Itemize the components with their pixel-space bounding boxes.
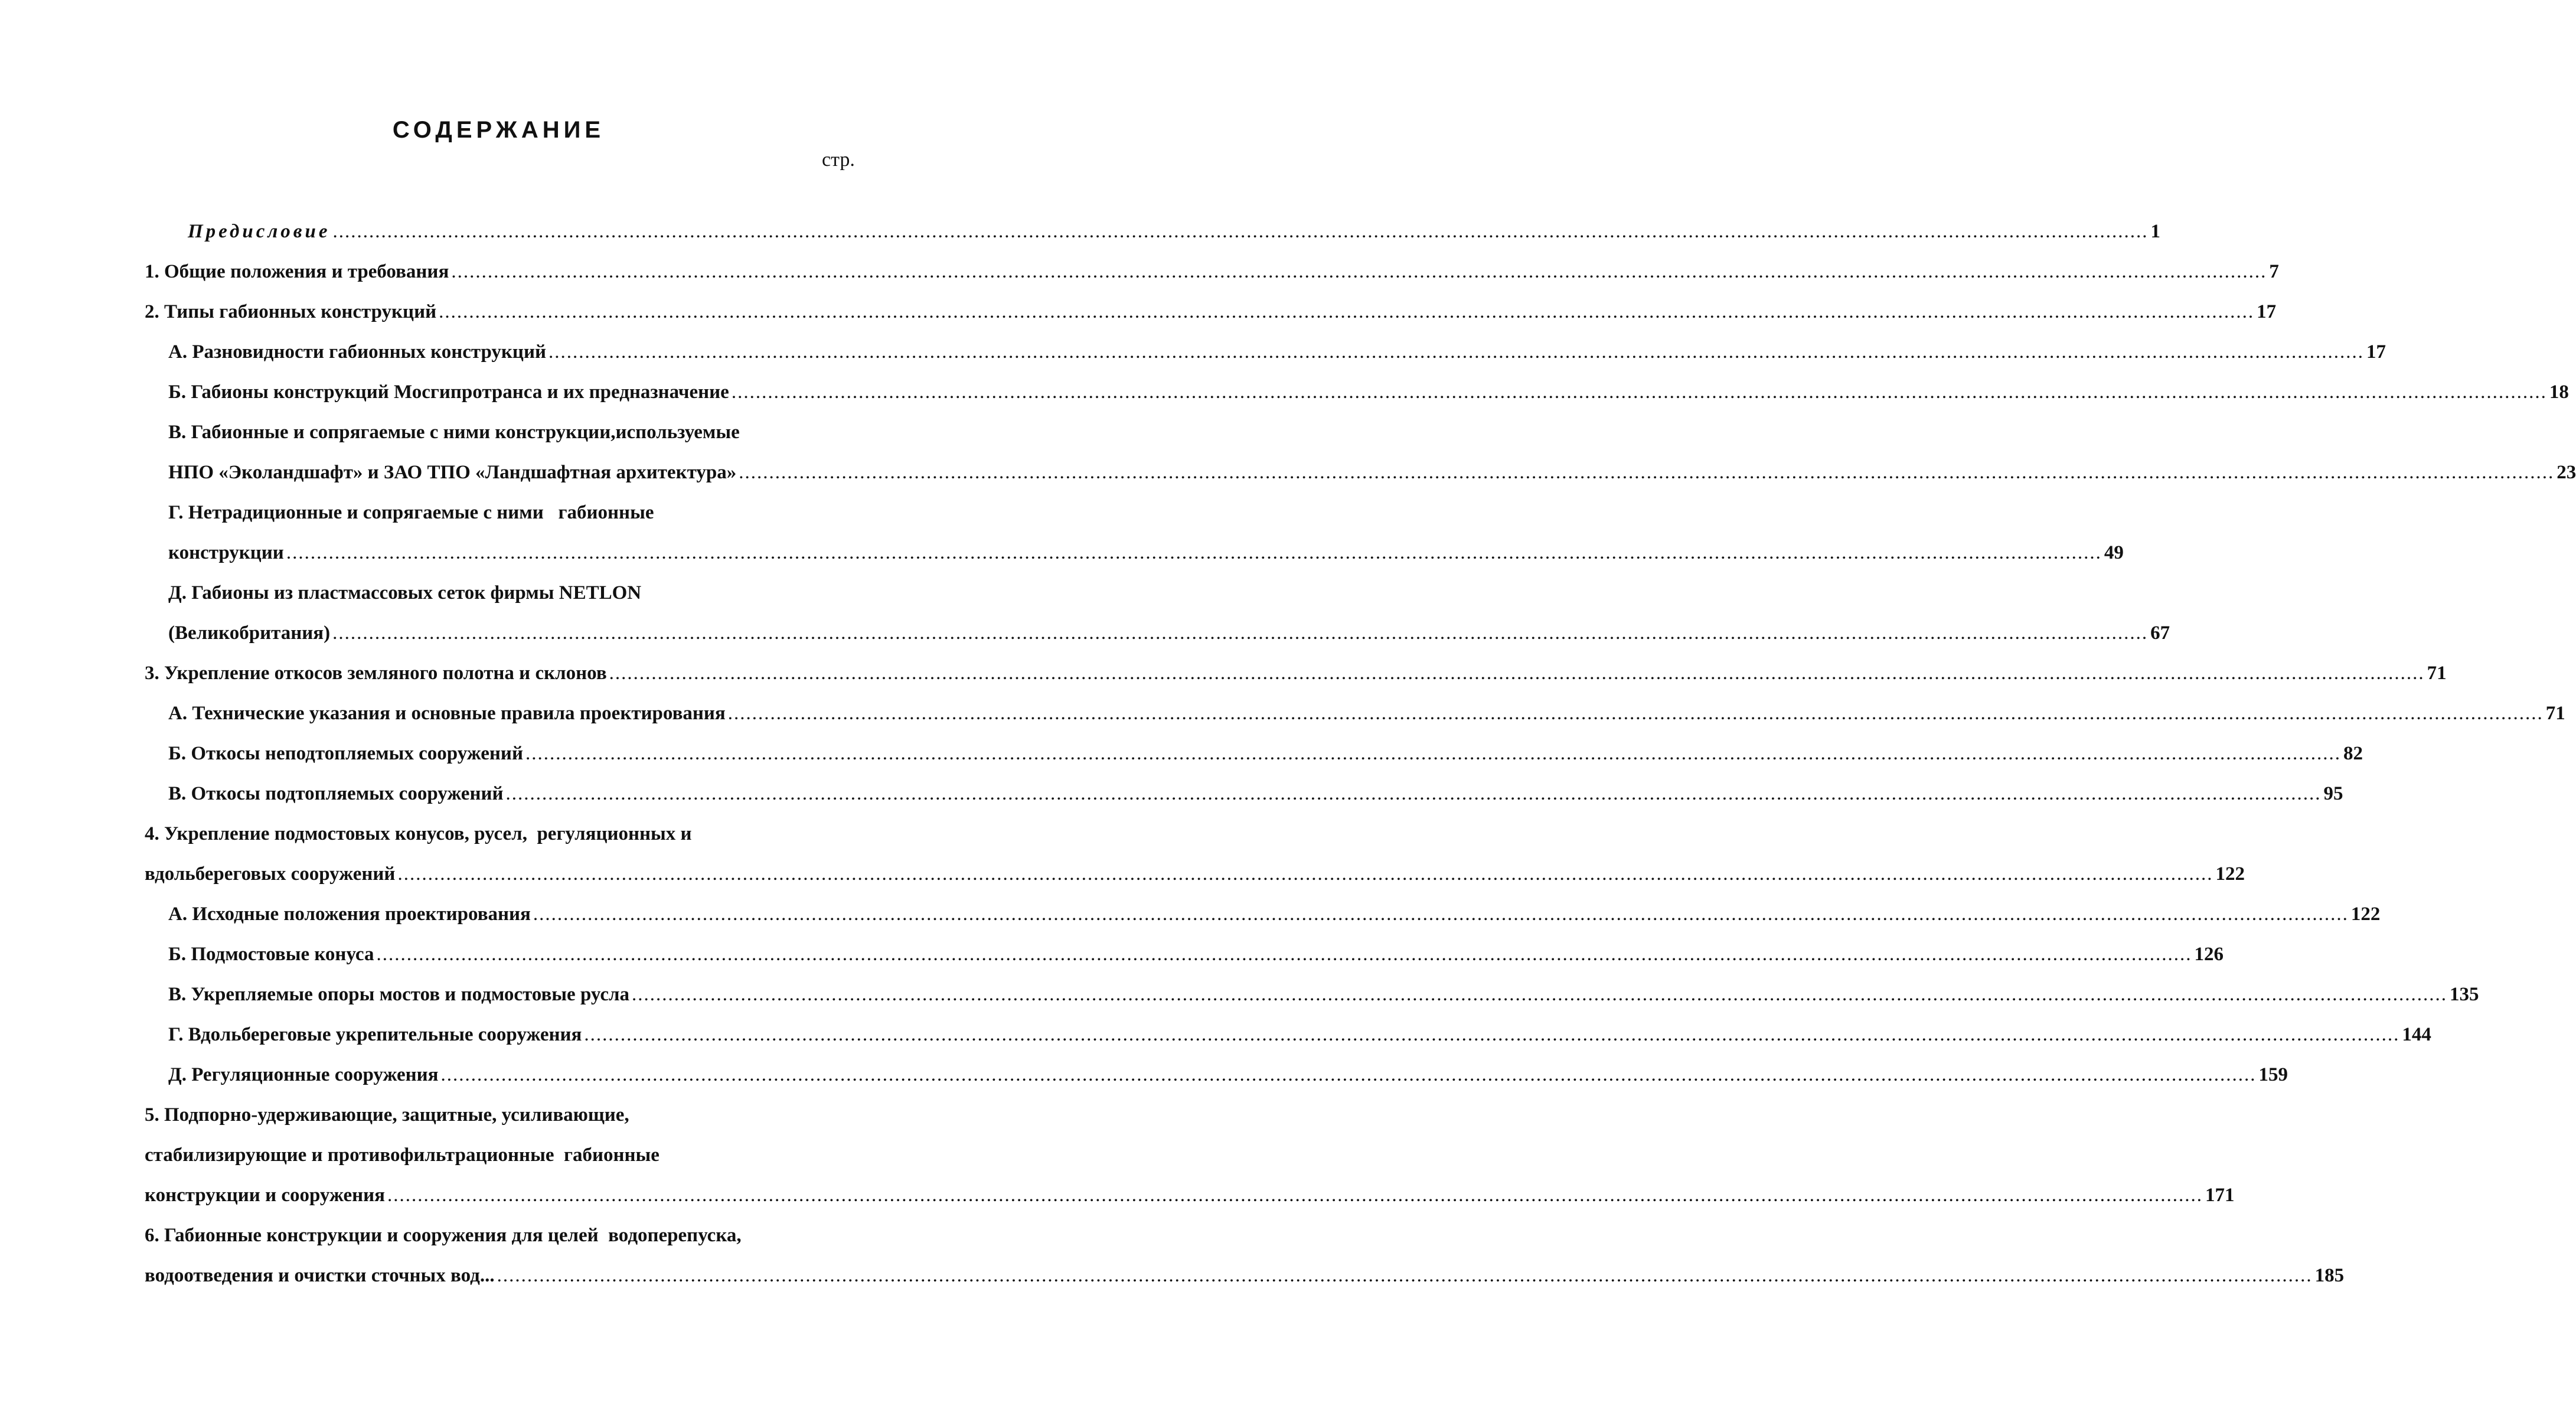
toc-page-number: 18 — [2549, 381, 2569, 403]
toc-dot-leader: ............................................................................................................................................................................................................................................................................................................ — [548, 341, 2364, 363]
toc-entry — [145, 863, 2245, 891]
toc-entry — [145, 1225, 868, 1252]
contents-heading: СОДЕРЖАНИЕ — [392, 117, 605, 143]
toc-dot-leader: ............................................................................................................................................................................................................................................................................................................ — [525, 743, 2341, 764]
toc-entry-title: А. Исходные положения проектирования — [168, 904, 531, 925]
toc-entry-title: водоотведения и очистки сточных вод... — [145, 1265, 495, 1286]
toc-entry-title: Д. Габионы из пластмассовых сеток фирмы NETLON — [168, 582, 642, 604]
toc-entry — [168, 1064, 2288, 1091]
toc-entry-title: 4. Укрепление подмостовых конусов, русел, регуляционных и — [145, 823, 692, 844]
toc-dot-leader: ............................................................................................................................................................................................................................................................................................................ — [332, 221, 2149, 242]
toc-entry — [168, 904, 2381, 931]
toc-entry-title: 2. Типы габионных конструкций — [145, 301, 437, 322]
toc-page-number: 7 — [2269, 261, 2279, 282]
toc-page-number: 82 — [2343, 743, 2363, 764]
toc-entry — [168, 783, 2343, 810]
toc-entry-title: 6. Габионные конструкции и сооружения для целей водоперепуска, — [145, 1225, 742, 1246]
toc-entry-title: 3. Укрепление откосов земляного полотна и склонов — [145, 663, 607, 684]
toc-dot-leader: ............................................................................................................................................................................................................................................................................................................ — [387, 1185, 2203, 1206]
toc-page-number: 71 — [2545, 703, 2565, 724]
toc-entry — [145, 1185, 2235, 1212]
toc-entry — [168, 422, 868, 449]
toc-entry — [168, 622, 2170, 650]
toc-entry — [168, 381, 2569, 409]
toc-entry — [168, 703, 2565, 730]
toc-entry-title: Б. Откосы неподтопляемых сооружений — [168, 743, 523, 764]
toc-entry — [145, 823, 868, 850]
toc-entry — [168, 502, 868, 529]
toc-dot-leader: ............................................................................................................................................................................................................................................................................................................ — [451, 261, 2267, 282]
toc-dot-leader: ............................................................................................................................................................................................................................................................................................................ — [731, 381, 2547, 403]
toc-entry — [188, 221, 2161, 248]
toc-entry — [168, 542, 2124, 569]
toc-dot-leader: ............................................................................................................................................................................................................................................................................................................ — [533, 904, 2349, 925]
toc-dot-leader: ............................................................................................................................................................................................................................................................................................................ — [497, 1265, 2313, 1286]
toc-page-number: 17 — [2366, 341, 2386, 363]
toc-page-number: 122 — [2215, 863, 2245, 885]
toc-entry-title: А. Технические указания и основные правила проектирования — [168, 703, 726, 724]
page-column-label: стр. — [822, 149, 855, 171]
toc-entry-title: Г. Нетрадиционные и сопрягаемые с ними габионные — [168, 502, 654, 523]
toc-entry-title: стабилизирующие и противофильтрационные габионные — [145, 1144, 659, 1166]
toc-entry-title: В. Откосы подтопляемых сооружений — [168, 783, 504, 804]
toc-entry-title: конструкции — [168, 542, 284, 563]
toc-entry-title: Б. Габионы конструкций Мосгипротранса и их предназначение — [168, 381, 729, 403]
toc-entry-title: В. Укрепляемые опоры мостов и подмостовые русла — [168, 984, 630, 1005]
toc-entry — [145, 1144, 868, 1172]
toc-page-number: 71 — [2427, 663, 2447, 684]
toc-entry — [145, 1104, 868, 1131]
toc-page-number: 126 — [2194, 944, 2224, 965]
toc-dot-leader: ............................................................................................................................................................................................................................................................................................................ — [439, 301, 2255, 322]
toc-entry — [168, 462, 2576, 489]
toc-dot-leader: ............................................................................................................................................................................................................................................................................................................ — [332, 622, 2149, 644]
toc-entry — [168, 1024, 2431, 1051]
toc-dot-leader: ............................................................................................................................................................................................................................................................................................................ — [632, 984, 2448, 1005]
toc-page-number: 23 — [2557, 462, 2576, 483]
toc-entry-title: Д. Регуляционные сооружения — [168, 1064, 439, 1085]
toc-entry-title: конструкции и сооружения — [145, 1185, 385, 1206]
toc-page-number: 159 — [2258, 1064, 2288, 1085]
toc-page-number: 185 — [2314, 1265, 2345, 1286]
toc-page-number: 171 — [2205, 1185, 2235, 1206]
toc-entry-title: Б. Подмостовые конуса — [168, 944, 374, 965]
toc-dot-leader: ............................................................................................................................................................................................................................................................................................................ — [397, 863, 2213, 885]
toc-page-number: 67 — [2150, 622, 2170, 644]
toc-dot-leader: ............................................................................................................................................................................................................................................................................................................ — [739, 462, 2555, 483]
toc-page-number: 1 — [2150, 221, 2161, 242]
toc-page-number: 144 — [2402, 1024, 2431, 1045]
toc-dot-leader: ............................................................................................................................................................................................................................................................................................................ — [727, 703, 2544, 724]
toc-entry-title: 1. Общие положения и требования — [145, 261, 449, 282]
toc-entry — [145, 261, 2279, 288]
toc-page-number: 49 — [2104, 542, 2124, 563]
toc-dot-leader: ............................................................................................................................................................................................................................................................................................................ — [584, 1024, 2400, 1045]
toc-dot-leader: ............................................................................................................................................................................................................................................................................................................ — [440, 1064, 2257, 1085]
toc-entry — [145, 1265, 2345, 1292]
toc-entry — [168, 341, 2386, 368]
toc-dot-leader: ............................................................................................................................................................................................................................................................................................................ — [376, 944, 2192, 965]
toc-entry-title: В. Габионные и сопрягаемые с ними конструкции,используемые — [168, 422, 740, 443]
toc-page-number: 122 — [2350, 904, 2381, 925]
toc-page-number: 17 — [2257, 301, 2277, 322]
toc-page-number: 135 — [2450, 984, 2479, 1005]
toc-entry-title: (Великобритания) — [168, 622, 331, 644]
toc-entry — [145, 301, 2277, 328]
toc-page-number: 95 — [2323, 783, 2343, 804]
toc-entry — [145, 663, 2447, 690]
toc-dot-leader: ............................................................................................................................................................................................................................................................................................................ — [286, 542, 2102, 563]
toc-entry-title: НПО «Эколандшафт» и ЗАО ТПО «Ландшафтная архитектура» — [168, 462, 737, 483]
toc-entry-title: вдольбереговых сооружений — [145, 863, 396, 885]
toc-dot-leader: ............................................................................................................................................................................................................................................................................................................ — [609, 663, 2425, 684]
toc-entry-title: Г. Вдольбереговые укрепительные сооружения — [168, 1024, 582, 1045]
toc-entry-title: 5. Подпорно-удерживающие, защитные, усиливающие, — [145, 1104, 629, 1126]
toc-entry — [168, 582, 868, 609]
toc-entry — [168, 984, 2479, 1011]
toc-entry — [168, 743, 2363, 770]
toc-dot-leader: ............................................................................................................................................................................................................................................................................................................ — [505, 783, 2322, 804]
toc-entry-title: Предисловие — [188, 221, 331, 242]
toc-entry-title: А. Разновидности габионных конструкций — [168, 341, 546, 363]
toc-entry — [168, 944, 2224, 971]
